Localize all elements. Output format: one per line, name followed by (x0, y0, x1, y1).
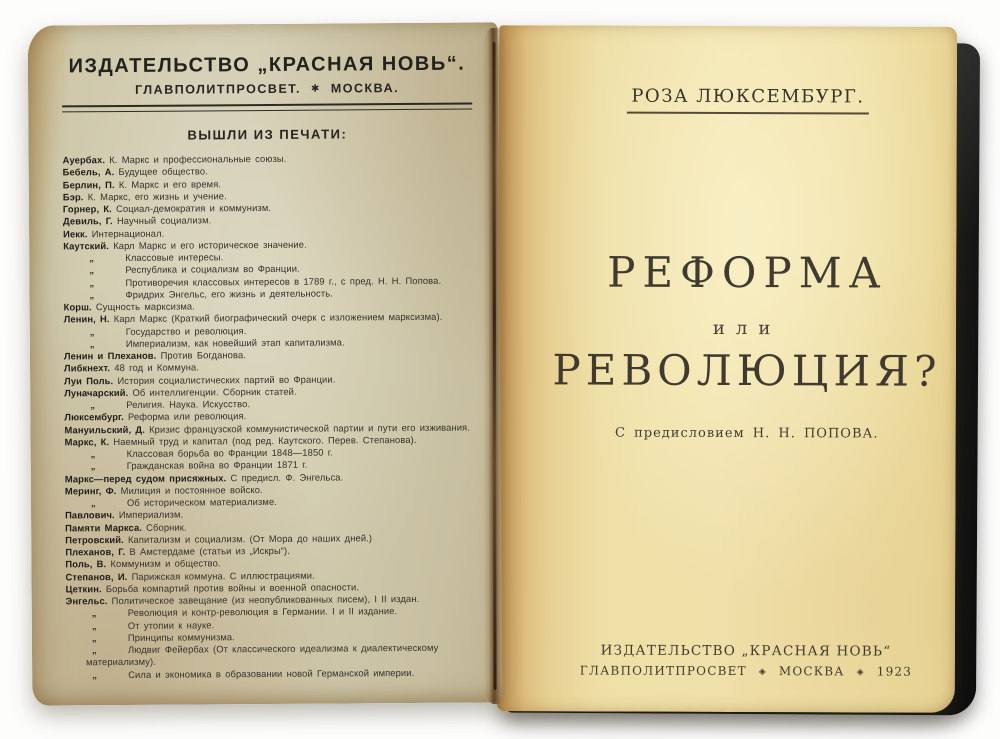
entry-title: 48 год и Коммуна. (114, 361, 200, 374)
left-page-content (28, 22, 503, 705)
double-rule-divider (62, 103, 472, 113)
entry-title: Карл Маркс (Краткий биографический очерк с изложением марксизма). (113, 311, 443, 325)
entry-title: Парижская коммуна. С иллюстрациями. (131, 569, 315, 582)
entry-author: Степанов, И. (65, 570, 132, 582)
ditto-mark: „ (89, 325, 95, 337)
entry-author: Горнер, К. (62, 203, 117, 215)
book-subtitle: С предисловием Н. Н. ПОПОВА. (615, 425, 879, 442)
imprint-publisher: ИЗДАТЕЛЬСТВО „КРАСНАЯ НОВЬ“ (600, 642, 892, 660)
imprint-line (537, 663, 955, 678)
entry-author: Меринг, Ф. (64, 484, 121, 497)
ditto-mark: „ (89, 264, 95, 276)
imprint-org: ГЛАВПОЛИТПРОСВЕТ (579, 663, 747, 679)
ditto-mark: „ (90, 460, 96, 472)
entry-title: Классовая борьба во Франции 1848—1850 г. (126, 446, 333, 459)
entry-author: Девиль, Г. (62, 215, 117, 227)
section-title: ВЫШЛИ ИЗ ПЕЧАТИ: (187, 126, 348, 143)
entry-title: К. Маркс и профессиональные союзы. (109, 152, 287, 166)
entry-title: Принципы коммунизма. (127, 630, 235, 643)
ditto-mark: „ (91, 619, 97, 631)
ditto-mark: „ (90, 399, 96, 411)
entry-title: Республика и социализм во Франции. (125, 263, 300, 276)
entry-title: Сила и экономика в образовании новой Германской империи. (128, 666, 415, 680)
entry-title: С предисл. Ф. Энгельса. (230, 470, 344, 483)
entry-author: Энгельс. (65, 595, 112, 607)
entry-title: Коммунизм и общество. (110, 557, 221, 570)
entry-author: Либкнехт. (63, 362, 115, 374)
entry-title: Наемный труд и капитал (под ред. Каутского. Перев. Степанова). (113, 433, 417, 447)
entry-author: Мануильский, Д. (64, 423, 150, 435)
entry-title: Гражданская война во Франции 1871 г. (126, 458, 308, 472)
entry-title: Классовые интересы. (125, 251, 224, 263)
entry-author: Павлович. (65, 509, 119, 521)
list-entry (66, 642, 474, 669)
right-page-content (537, 25, 957, 712)
entry-title: Социал-демократия и коммунизм. (116, 201, 272, 215)
entry-title: Религия. Наука. Искусство. (126, 398, 251, 410)
entry-title: Об интеллигенции. Сборник статей. (132, 385, 297, 398)
entry-title: Борьба компартий против войны и военной опасности. (105, 581, 360, 594)
entry-author: Ленин и Плеханов. (63, 349, 161, 362)
entry-author: Иекк. (63, 227, 92, 239)
entry-title: Кризис французской коммунистической партии и пути его изживания. (149, 421, 470, 435)
entry-author: Бебель, А. (62, 166, 119, 178)
left-page (28, 22, 503, 705)
diamond-icon: ◈ (856, 667, 865, 678)
book-title-line2: или (712, 317, 782, 340)
entry-author: Берлин, П. (62, 178, 119, 190)
ditto-mark: „ (91, 631, 97, 643)
ditto-mark: „ (89, 288, 95, 300)
entry-title: От утопии к науке. (127, 618, 215, 631)
entry-title: Реформа или революция. (127, 410, 247, 423)
publisher-subheader (60, 81, 474, 98)
entry-author: Каутский. (63, 239, 114, 252)
entry-author: Цеткин. (65, 582, 106, 595)
ditto-mark: „ (91, 644, 97, 656)
entry-author: Корш. (63, 301, 96, 313)
entry-title: Империализм. (118, 508, 184, 521)
entry-title: Империализм, как новейший этап капитализма. (125, 336, 345, 349)
right-page (497, 25, 957, 713)
book-title-line3: РЕВОЛЮЦИЯ? (552, 345, 942, 396)
ditto-mark: „ (90, 448, 96, 460)
entry-title: К. Маркс и его время. (118, 177, 222, 190)
entry-title: Революция и контр-революция в Германии. I и II издание. (127, 605, 398, 619)
ditto-mark: „ (91, 607, 97, 619)
entry-author: Поль, В. (65, 558, 111, 570)
entry-title: Сущность марксизма. (95, 300, 195, 313)
ditto-mark: „ (89, 337, 95, 349)
list-entry (66, 666, 474, 681)
entry-author: Плеханов, Г. (65, 545, 130, 558)
ditto-mark: „ (89, 252, 95, 264)
publisher-city: МОСКВА. (330, 81, 400, 96)
entry-title: Научный социализм. (116, 214, 212, 227)
entry-author: Луи Поль. (64, 374, 118, 386)
star-icon: ✱ (310, 83, 321, 95)
entry-title: Об историческом материализме. (126, 495, 277, 508)
entry-title: Против Богданова. (160, 349, 247, 361)
entry-title: Интернационал. (91, 227, 165, 239)
entry-author: Маркс—перед судом присяжных. (64, 471, 231, 484)
entry-author: Петровский. (65, 533, 129, 546)
book-title-line1: РЕФОРМА (607, 247, 888, 298)
entry-title: Будущее общество. (118, 165, 208, 178)
diamond-icon: ◈ (758, 667, 767, 678)
entry-author: Люксембург. (64, 411, 129, 423)
publisher-header: ИЗДАТЕЛЬСТВО „КРАСНАЯ НОВЬ“. (68, 52, 466, 78)
ditto-mark: „ (92, 668, 97, 680)
entry-title: Карл Маркс и его историческое значение. (113, 238, 307, 251)
entry-title: Сборник. (146, 521, 187, 533)
entry-author: Луначарский. (64, 386, 133, 399)
ditto-mark: „ (90, 497, 96, 509)
entry-author: Ленин, Н. (63, 313, 114, 325)
entry-title: История социалистических партий во Франции. (117, 373, 336, 386)
imprint-city: МОСКВА (778, 664, 845, 679)
entry-title: Капитализм и социализм. (От Мора до наших дней.) (127, 532, 373, 545)
entry-author: Памяти Маркса. (65, 521, 147, 533)
publisher-org: ГЛАВПОЛИТПРОСВЕТ. (135, 81, 302, 97)
book-author: РОЗА ЛЮКСЕМБУРГ. (627, 86, 868, 115)
entry-author: Бэр. (62, 190, 88, 203)
entry-title: Противоречия классовых интересов в 1789 г., с пред. Н. Н. Попова. (125, 274, 442, 288)
entry-title: Государство и революция. (125, 324, 247, 337)
entry-author: Маркс, К. (64, 435, 114, 448)
ditto-mark: „ (89, 276, 95, 288)
entry-title: Милиция и постоянное войско. (120, 483, 263, 496)
entry-title: Фридрих Энгельс, его жизнь и деятельность. (125, 287, 333, 300)
published-list (63, 152, 475, 682)
entry-title: Политическое завещание (из неопубликованных писем), I II издан. (111, 592, 420, 607)
entry-title: К. Маркс, его жизнь и учение. (87, 190, 227, 202)
entry-author: Ауербах. (62, 154, 110, 166)
entry-title: В Амстердаме (статьи из „Искры“). (129, 544, 290, 557)
entry-title: Людвиг Фейербах (От классического идеализма к диалектическому материализму). (86, 641, 439, 668)
book-author-wrap (539, 85, 957, 114)
imprint-year: 1923 (876, 664, 913, 679)
